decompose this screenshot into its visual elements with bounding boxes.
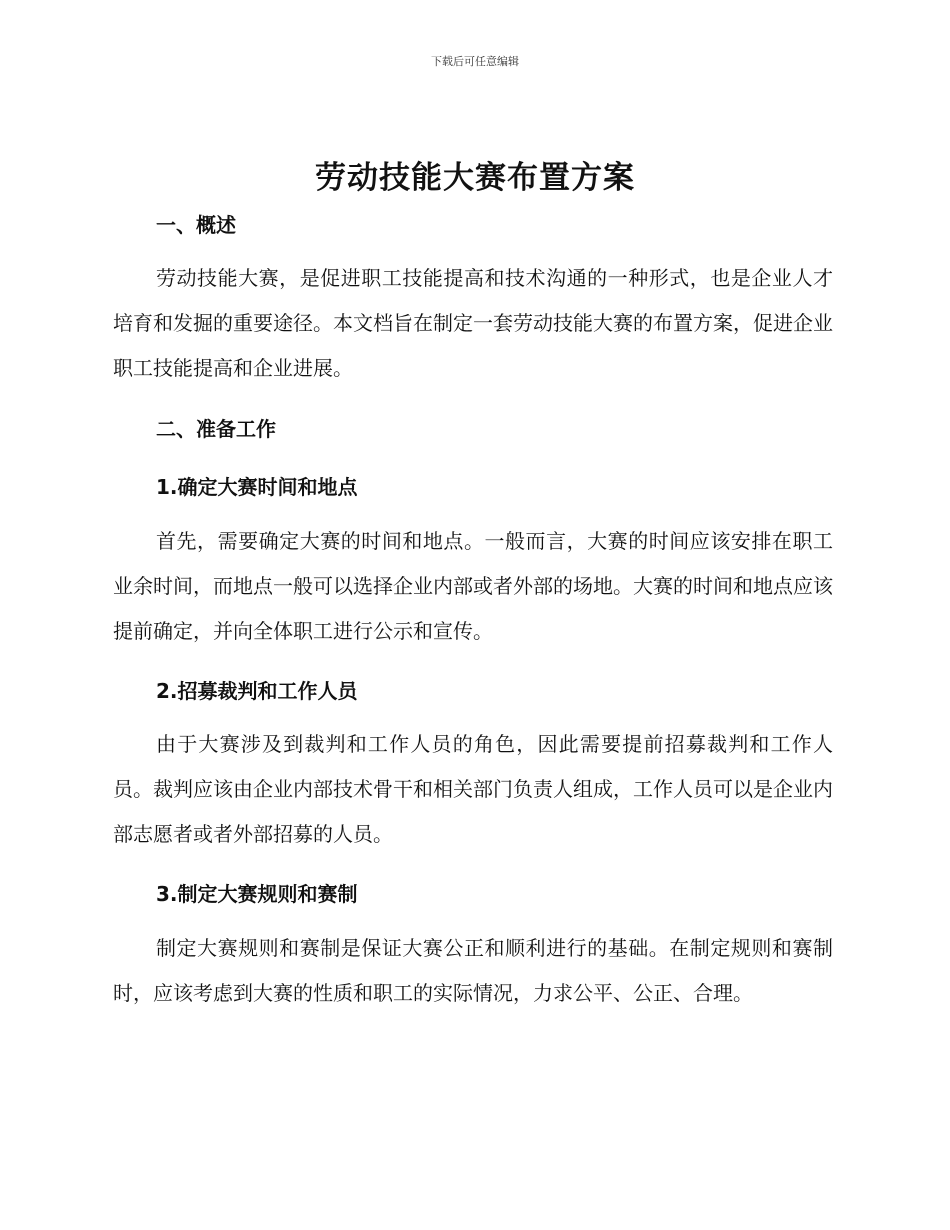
rules-paragraph: 制定大赛规则和赛制是保证大赛公正和顺利进行的基础。在制定规则和赛制时，应该考虑到大赛的性质和职工的实际情况，力求公平、公正、合理。 — [113, 936, 833, 1005]
subheading-recruit-staff: 2.招募裁判和工作人员 — [156, 679, 358, 703]
section-heading-preparation: 二、准备工作 — [156, 417, 276, 441]
page-title: 劳动技能大赛布置方案 — [315, 160, 635, 196]
section-heading-overview: 一、概述 — [156, 213, 236, 237]
time-location-paragraph: 首先，需要确定大赛的时间和地点。一般而言，大赛的时间应该安排在职工业余时间，而地点一般可以选择企业内部或者外部的场地。大赛的时间和地点应该提前确定，并向全体职工进行公示和宣传。 — [113, 529, 833, 643]
overview-paragraph: 劳动技能大赛，是促进职工技能提高和技术沟通的一种形式，也是企业人才培育和发掘的重要途径。本文档旨在制定一套劳动技能大赛的布置方案，促进企业职工技能提高和企业进展。 — [113, 266, 833, 380]
recruit-staff-paragraph: 由于大赛涉及到裁判和工作人员的角色，因此需要提前招募裁判和工作人员。裁判应该由企业内部技术骨干和相关部门负责人组成，工作人员可以是企业内部志愿者或者外部招募的人员。 — [113, 732, 833, 846]
header-note: 下载后可任意编辑 — [431, 55, 519, 68]
subheading-time-location: 1.确定大赛时间和地点 — [156, 475, 358, 499]
subheading-rules: 3.制定大赛规则和赛制 — [156, 882, 358, 906]
